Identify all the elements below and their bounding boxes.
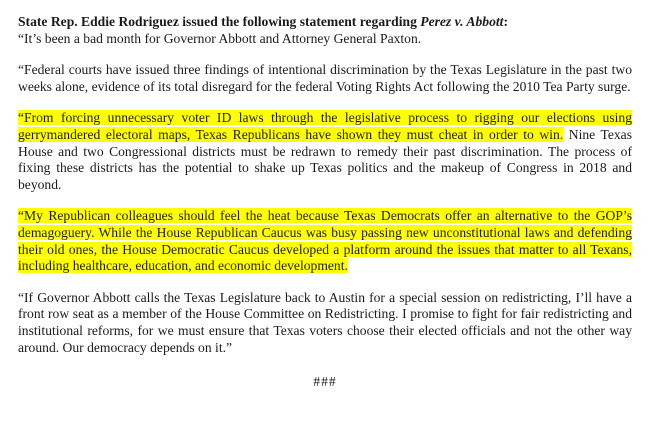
opening-quote: “It’s been a bad month for Governor Abbott and Attorney General Paxton. [18, 30, 422, 46]
press-statement [18, 14, 632, 391]
heading-bold-text: State Rep. Eddie Rodriguez issued the following statement regarding [18, 14, 421, 29]
end-mark: ### [313, 374, 337, 390]
paragraph-text: Nine Texas House and two Congressional districts must be redrawn to remedy their past discrimination. The process of fixing these districts has the potential to shake up Texas politics and the makeup of Congress in 2018 and beyond. [18, 126, 632, 192]
highlighted-text: “My Republican colleagues should feel the heat because Texas Democrats offer an alternative to the GOP’s demagoguery. While the House Republican Caucus was busy passing new unconstitutional laws and defending their old ones, the House Democratic Caucus developed a platform around the issues that matter to all Texans, including healthcare, education, and economic development. [18, 208, 632, 274]
heading-colon: : [503, 14, 508, 29]
highlighted-text: “From forcing unnecessary voter ID laws through the legislative process to rigging our elections using gerrymandered electoral maps, Texas Republicans have shown they must cheat in order to win. [18, 110, 632, 142]
statement-heading [18, 14, 632, 31]
paragraph-voter-id [18, 110, 632, 193]
intro-block [18, 14, 632, 47]
paragraph-special-session: “If Governor Abbott calls the Texas Legislature back to Austin for a special session on redistricting, I’ll have a front row seat as a member of the House Committee on Redistricting. I promise to fight for fair redistricting and institutional reforms, for we must ensure that Texas voters choose their elected officials and not the other way around. Our democracy depends on it.” [18, 289, 632, 355]
paragraph-colleagues [18, 208, 632, 274]
case-name: Perez v. Abbott [420, 14, 504, 29]
paragraph-courts: “Federal courts have issued three findings of intentional discrimination by the Texas Legislature in the past two weeks alone, evidence of its total disregard for the federal Voting Rights Act following the 2010 Tea Party surge. [18, 62, 632, 94]
